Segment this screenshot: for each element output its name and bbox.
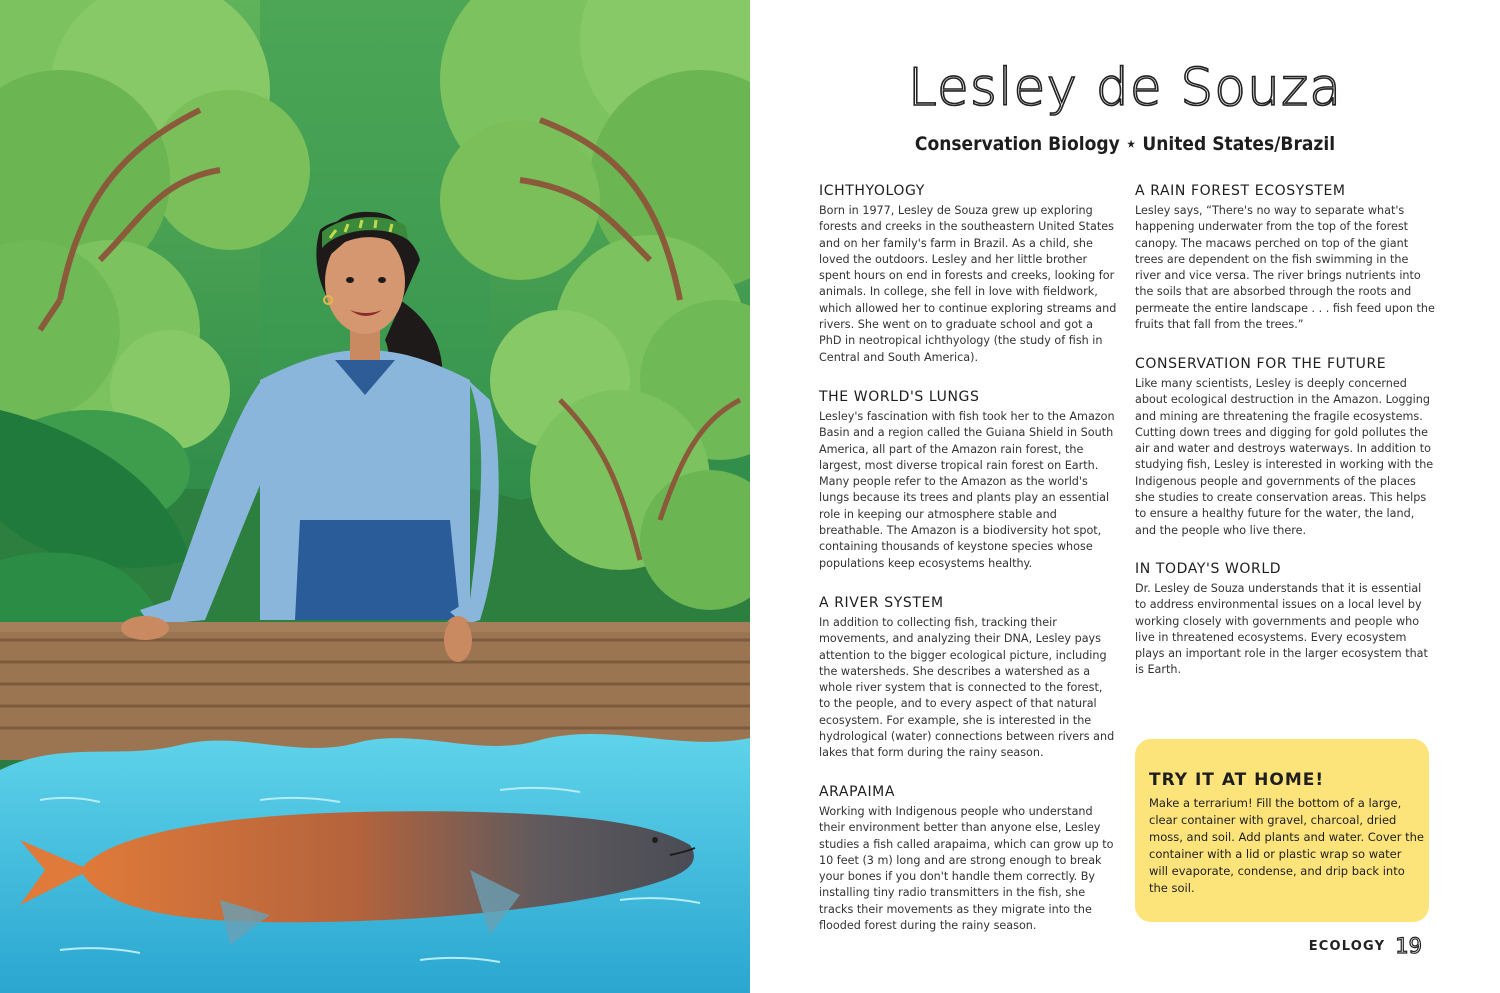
tip-heading: TRY IT AT HOME! — [1149, 770, 1325, 790]
page-subtitle: Conservation Biology ⋆ United States/Brazil — [914, 133, 1336, 155]
section-heading: A RIVER SYSTEM — [819, 595, 944, 611]
page-footer — [1309, 934, 1422, 958]
section-river-system — [819, 595, 1117, 762]
tip-body: Make a terrarium! Fill the bottom of a large, clear container with gravel, charcoal, dried moss, and soil. Add plants and water. Cover the container with a lid or plastic wrap so water will evaporate, condense, and drip back into the soil. — [1149, 796, 1424, 895]
page-title: Lesley de Souza — [907, 58, 1343, 118]
section-body: Born in 1977, Lesley de Souza grew up exploring forests and creeks in the southeastern United States and on her family's farm in Brazil. As a child, she loved the outdoors. Lesley and her little brother spent hours on end in forests and creeks, looking for animals. In college, she fell in love with fieldwork, which allowed her to continue exploring streams and rivers. She went on to graduate school and got a PhD in neotropical ichthyology (the study of fish in Central and South America). — [819, 204, 1117, 364]
section-body: Dr. Lesley de Souza understands that it is essential to address environmental issues on a local level by working closely with governments and people who live in threatened ecosystems. Every ecosystem plays an important role in the larger ecosystem that is Earth. — [1135, 582, 1428, 677]
section-arapaima — [819, 784, 1117, 934]
page-number: 19 — [1395, 934, 1422, 958]
section-worlds-lungs — [819, 389, 1117, 572]
section-body: Lesley says, “There's no way to separate what's happening underwater from the top of the forest canopy. The macaws perched on top of the giant trees are dependent on the fish swimming in the river and vice versa. The river brings nutrients into the soils that are absorbed through the roots and permeate the entire landscape . . . fish feed upon the fruits that fall from the trees.” — [1135, 204, 1435, 332]
section-ichthyology — [819, 183, 1117, 366]
text-page — [750, 0, 1500, 993]
section-body: In addition to collecting fish, tracking their movements, and analyzing their DNA, Lesley pays attention to the bigger ecological picture, including the watersheds. She describes a watershed as a whole river system that is connected to the forest, to the people, and to every aspect of that natural ecosystem. For example, she is interested in the hydrological (water) connections between rivers and lakes that form during the rainy season. — [819, 616, 1115, 760]
section-heading: CONSERVATION FOR THE FUTURE — [1135, 356, 1387, 372]
section-body: Like many scientists, Lesley is deeply concerned about ecological destruction in the Amazon. Logging and mining are threatening the fragile ecosystems. Cutting down trees and digging for gold pollutes the air and water and destroys waterways. In addition to studying fish, Lesley is interested in working with the Indigenous people and governments of the places she studies to create conservation areas. This helps to ensure a healthy future for the water, the land, and the people who live there. — [1135, 377, 1434, 537]
section-rain-forest-ecosystem — [1135, 183, 1435, 333]
footer-section-name: ECOLOGY — [1308, 938, 1386, 954]
section-heading: A RAIN FOREST ECOSYSTEM — [1135, 183, 1346, 199]
section-heading: ICHTHYOLOGY — [819, 183, 925, 199]
section-todays-world — [1135, 561, 1435, 679]
section-heading: IN TODAY'S WORLD — [1135, 561, 1282, 577]
section-body: Lesley's fascination with fish took her to the Amazon Basin and a region called the Guiana Shield in South America, all part of the Amazon rain forest, the largest, most diverse tropical rain forest on Earth. Many people refer to the Amazon as the world's lungs because its trees and plants play an essential role in keeping our atmosphere stable and breathable. The Amazon is a biodiversity hot spot, containing thousands of keystone species whose populations keep ecosystems healthy. — [819, 410, 1115, 570]
try-it-at-home-box — [1135, 739, 1429, 922]
section-heading: THE WORLD'S LUNGS — [819, 389, 980, 405]
section-heading: ARAPAIMA — [819, 784, 896, 800]
section-conservation-future — [1135, 356, 1435, 539]
section-body: Working with Indigenous people who understand their environment better than anyone else, Lesley studies a fish called arapaima, which can grow up to 10 feet (3 m) long and are strong enough to break your bones if you don't handle them correctly. By installing tiny radio transmitters in the fish, she tracks their movements as they migrate into the flooded forest during the rainy season. — [819, 805, 1114, 933]
